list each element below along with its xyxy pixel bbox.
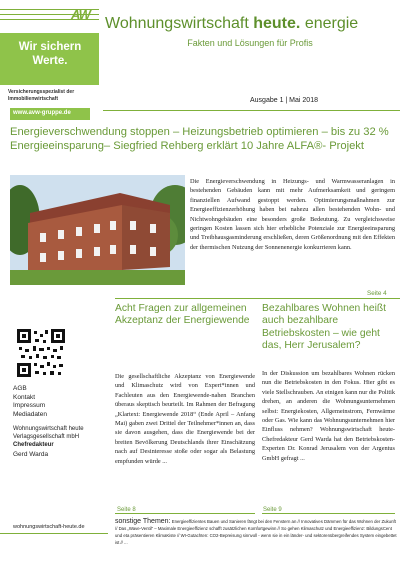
link-mediadaten[interactable]: Mediadaten [13,410,47,418]
site-url-link[interactable]: wohnungswirtschaft-heute.de [13,524,85,530]
article-2-page-ref[interactable]: Seite 9 [263,507,282,513]
insurer-link[interactable] [10,108,90,120]
aw-logo-icon[interactable] [0,0,99,33]
article-1-divider [115,513,255,514]
insurer-ad[interactable] [0,33,99,85]
insurer-slogan: Wir sichern Werte. [18,41,82,67]
article-1-text: Die gesellschaftliche Akzeptanz von Energiewende und Klimaschutz wird von Expert*innen und Fachleuten aus den Energiewende-nahen Branchen überaus skeptisch beurteilt. Im Rahmen der Befragung „Klartext: Energiewende 2018“ (Ende April – Anfang Mai) gaben zwei Drittel der Teilnehmer*innen an, dass sie davon ausgehen, dass die Energiewende bei der breiten Bevölkerung Deutschlands ihrer Einschätzung nach auf Desinteresse stoße oder sogar als Belastung empfunden würde ... [115,373,255,465]
issue-label: Ausgabe 1 | Mai 2018 [250,97,318,104]
insurer-link-text: www.avw-gruppe.de [13,110,71,116]
section-divider [115,298,400,299]
other-topics-text[interactable]: Energieeffizientes Bauen und Sanieren fängt bei den Fenstern an // Innovatives Dämmen für das Wohnen der Zukunft // Das „Wave-Ventil“ – Maximale Energieeffizienz schafft zusätzlichen Komfortgewinn // So gehen Klimaschutz und Energieeffizienz: BildungsCent und eta präsentieren KlimaKiste // WI-Gutachten: CO2-Bepreisung sinnvoll - wenn sie in ein länder- und sektorenübergreifendes System eingebettet ist // ... [115,519,397,545]
qr-code-icon[interactable] [17,329,65,377]
lead-page-ref[interactable]: Seite 4 [367,290,387,297]
editor-name: Gerd Warda [13,451,49,458]
other-topics-label: sonstige Themen: [115,518,171,525]
header-divider [103,110,400,111]
link-kontakt[interactable]: Kontakt [13,393,36,401]
publication-title [105,15,358,33]
lead-text: Die Energieverschwendung in Heizungs- und Warmwasseranlagen in bestehenden Gebäuden kann mit mehr Aufmerksamkeit und geringem finanziellen Aufwand gestoppt werden. Optimierungsmaßnahmen zur Energieeffizienzerhöhung haben bei nahezu allen bestehenden Wohn- und Nichtwohngebäuden eine besonders große Bedeutung. Zu vergleichsweise geringen Kosten lassen sich hier erhebliche Potenziale zur Energieeinsparung und Treibhausgasminderung erschließen, deren Größenordnung mit den Effekten der thermischen Nutzung der Sonnenenergie konkurrieren kann. [190,178,395,251]
publication-subtitle: Fakten und Lösungen für Profis [187,38,313,48]
other-topics [115,518,398,546]
article-2-text: In der Diskussion um bezahlbares Wohnen rücken nun die Betriebskosten in den Fokus. Hier gibt es viele Stellschrauben. An einigen kann nur die Politik drehen, an anderen die Wohnungsunternehmen selbst: Energiekosten, Allgemeinstrom, Fernwärme oder Gas. Wie kann das Wohnungsunternehmen hier Einfluss nehmen? Wohnungswirtschaft heute-Chefredakteur Gerd Warda hat den Betriebskosten-Experten Dr. Konrad Jerusalem von der Argentus GmbH gefragt ... [262,370,395,462]
sidebar-links [13,385,47,419]
link-agb[interactable]: AGB [13,385,27,392]
article-2-headline[interactable]: Bezahlbares Wohnen heißt auch bezahlbare Betriebskosten – wie geht das, Herr Jerusalem? [262,303,387,352]
link-impressum[interactable]: Impressum [13,402,46,409]
qr-code-graphic [17,329,65,377]
building-photo [10,175,185,285]
lead-headline[interactable]: Energieverschwendung stoppen – Heizungsbetrieb optimieren – bis zu 32 % Energieeinsparung– Siegfried Rehberg erklärt 10 Jahre ALFA®- Projekt [10,126,389,152]
title-suffix: energie [304,15,359,32]
sidebar-divider [0,533,108,534]
title-bold: heute. [253,15,301,32]
logo-text: AW [71,7,90,22]
editor-label: Chefredakteur [13,442,54,448]
article-1-headline[interactable]: Acht Fragen zur allgemeinen Akzeptanz der Energiewende [115,303,250,327]
title-prefix: Wohnungswirtschaft [105,15,249,32]
lead-image[interactable] [10,175,185,285]
article-2-divider [262,513,395,514]
publisher-name: Wohnungswirtschaft heute Verlagsgesellschaft mbH [13,426,84,440]
insurer-note: Versicherungsspezialist der Immobilienwirtschaft [8,89,75,102]
article-1-page-ref[interactable]: Seite 8 [117,507,136,513]
